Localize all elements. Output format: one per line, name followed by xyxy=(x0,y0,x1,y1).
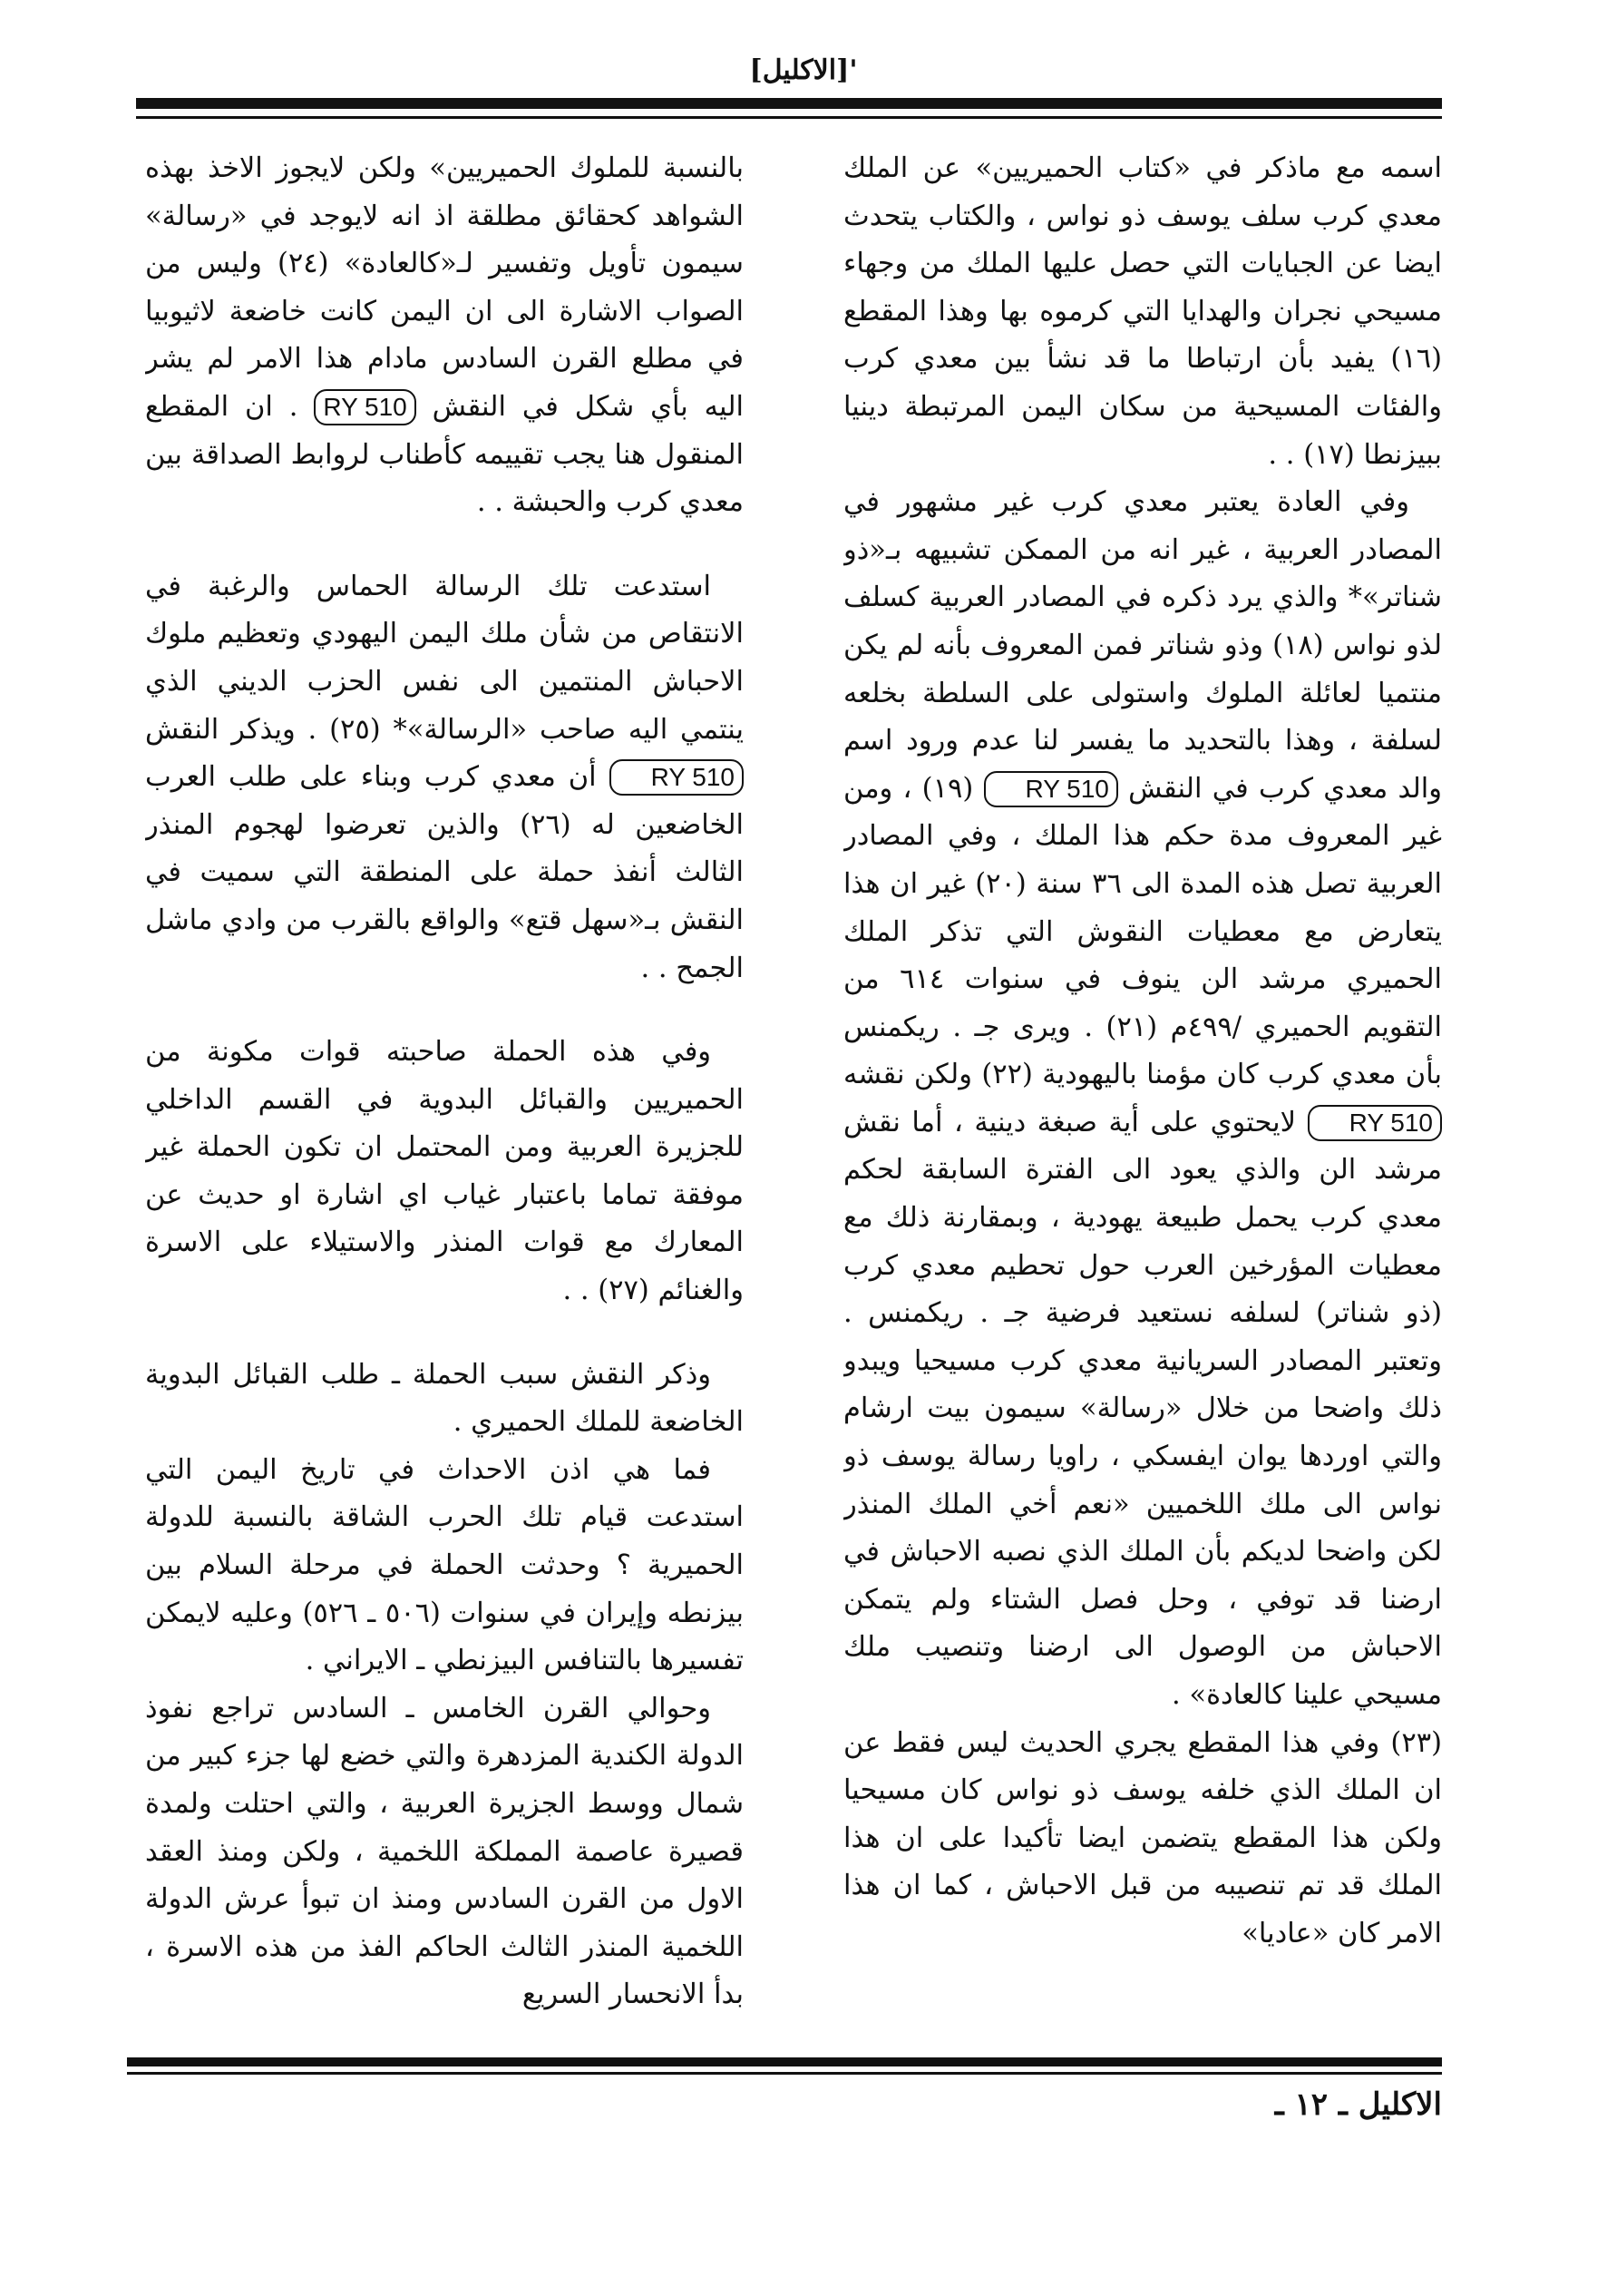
right-paragraph-2 xyxy=(843,479,1442,1719)
footer-rule-thin xyxy=(127,2072,1442,2075)
right-paragraph-3: (٢٣) وفي هذا المقطع يجري الحديث ليس فقط عن ان الملك الذي خلفه يوسف ذو نواس كان مسيحيا ولكن هذا المقطع يتضمن ايضا تأكيدا على ان هذا الملك قد تم تنصيبه من قبل الاحباش ، كما ان هذا الامر كان «عاديا» xyxy=(843,1726,1442,1949)
right-paragraph-2-part-b: (١٩) ، ومن غير المعروف مدة حكم هذا الملك ، وفي المصادر العربية تصل هذه المدة الى ٣٦ سنة (٢٠) غير ان هذا يتعارض مع معطيات النقوش التي تذكر الملك الحميري مرشد الن ينوف في سنوات ٦١٤ من التقويم الحميري /٤٩٩م (٢١) . ويرى جـ . ريكمنس بأن معدي كرب كان مؤمنا باليهودية (٢٢) ولكن نقشه xyxy=(843,772,1442,1091)
left-paragraph-1 xyxy=(145,145,744,527)
left-paragraph-1-part-b: . ان المقطع المنقول هنا يجب تقييمه كأطناب لروابط الصداقة بين معدي كرب والحبشة . . xyxy=(145,390,744,519)
left-paragraph-2-part-b: أن معدي كرب وبناء على طلب العرب الخاضعين له (٢٦) والذين تعرضوا لهجوم المنذر الثالث أنفذ حملة على المنطقة التي سميت في النقش بـ«سهل قتع» والواقع بالقرب من وادي ماشل الجمح . . xyxy=(145,761,744,984)
inscription-reference: RY 510 xyxy=(1308,1105,1442,1141)
left-paragraph-4: وذكر النقش سبب الحملة ـ طلب القبائل البدوية الخاضعة للملك الحميري . xyxy=(145,1358,744,1439)
right-paragraph-2-part-c: لايحتوي على أية صبغة دينية ، أما نقش مرشد الن والذي يعود الى الفترة السابقة لحكم معدي كرب يحمل طبيعة يهودية ، وبمقارنة ذلك مع معطيات المؤرخين العرب حول تحطيم معدي كرب (ذو شناتر) لسلفه نستعيد فرضية جـ . ريكمنس . وتعتبر المصادر السريانية معدي كرب مسيحيا ويبدو ذلك واضحا من خلال «رسالة» سيمون بيت ارشام والتي اوردها يوان ايفسكي ، راويا رسالة يوسف ذو نواس الى ملك اللخميين «نعم أخي الملك المنذر لكن واضحا لديكم بأن الملك الذي نصبه الاحباش في ارضنا قد توفي ، وحل فصل الشتاء ولم يتمكن الاحباش من الوصول الى ارضنا وتنصيب ملك مسيحي علينا كالعادة» . xyxy=(843,1106,1442,1711)
right-paragraph-2-part-a: وفي العادة يعتبر معدي كرب غير مشهور في المصادر العربية ، غير انه من الممكن تشبيهه بـ«ذو شناتر»* والذي يرد ذكره في المصادر العربية كسلف لذو نواس (١٨) وذو شناتر فمن المعروف بأنه لم يكن منتميا لعائلة الملوك واستولى على السلطة بخلعه لسلفة ، وهذا بالتحديد ما يفسر لنا عدم ورود اسم والد معدي كرب في النقش xyxy=(843,486,1442,805)
left-paragraph-5: فما هي اذن الاحداث في تاريخ اليمن التي استدعت قيام تلك الحرب الشاقة بالنسبة للدولة الحميرية ؟ وحدثت الحملة في مرحلة السلام بين بيزنطه وإيران في سنوات (٥٠٦ ـ ٥٢٦) وعليه لايمكن تفسيرها بالتنافس البيزنطي ـ الايراني . xyxy=(145,1453,744,1677)
header-rule-thick xyxy=(136,98,1442,109)
left-paragraph-6: وحوالي القرن الخامس ـ السادس تراجع نفوذ الدولة الكندية المزدهرة والتي خضع لها جزء كبير من شمال ووسط الجزيرة العربية ، والتي احتلت ولمدة قصيرة عاصمة المملكة اللخمية ، ولكن ومنذ العقد الاول من القرن السادس ومنذ ان تبوأ عرش الدولة اللخمية المنذر الثالث الحاكم الفذ من هذه الاسرة ، بدأ الانحسار السريع xyxy=(145,1692,744,2011)
left-paragraph-2-part-a: استدعت تلك الرسالة الحماس والرغبة في الانتقاص من شأن ملك اليمن اليهودي وتعظيم ملوك الاحباش المنتمين الى نفس الحزب الديني الذي ينتمي اليه صاحب «الرسالة»* (٢٥) . ويذكر النقش xyxy=(145,570,744,746)
footer-rule-thick xyxy=(127,2057,1442,2066)
right-column xyxy=(843,145,1442,2041)
inscription-reference: RY 510 xyxy=(984,771,1118,807)
page-footer: الاكليل ـ ١٢ ـ xyxy=(1274,2086,1442,2123)
left-column xyxy=(145,145,744,2041)
left-paragraph-3: وفي هذه الحملة صاحبته قوات مكونة من الحميريين والقبائل البدوية في القسم الداخلي للجزيرة العربية ومن المحتمل ان تكون الحملة غير موفقة تماما باعتبار غياب اي اشارة او حديث عن المعارك مع قوات المنذر والاستيلاء على الاسرة والغنائم (٢٧) . . xyxy=(145,1036,744,1307)
inscription-reference: RY 510 xyxy=(609,759,744,796)
inscription-reference: RY 510 xyxy=(314,389,415,425)
header-rule-thin xyxy=(136,116,1442,119)
left-paragraph-1-part-a: بالنسبة للملوك الحميريين» ولكن لايجوز الاخذ بهذه الشواهد كحقائق مطلقة اذ انه لايوجد في «رسالة» سيمون تأويل وتفسير لـ«كالعادة» (٢٤) وليس من الصواب الاشارة الى ان اليمن كانت خاضعة لاثيوبيا في مطلع القرن السادس مادام هذا الامر لم يشر اليه بأي شكل في النقش xyxy=(145,152,744,423)
left-paragraph-2 xyxy=(145,563,744,992)
running-header: [الاكليل]' xyxy=(749,54,858,86)
right-paragraph-1: اسمه مع ماذكر في «كتاب الحميريين» عن الملك معدي كرب سلف يوسف ذو نواس ، والكتاب يتحدث ايضا عن الجبايات التي حصل عليها الملك من وجهاء مسيحي نجران والهدايا التي كرموه بها وهذا المقطع (١٦) يفيد بأن ارتباطا ما قد نشأ بين معدي كرب والفئات المسيحية من سكان اليمن المرتبطة دينيا ببيزنطا (١٧) . . xyxy=(843,152,1442,471)
